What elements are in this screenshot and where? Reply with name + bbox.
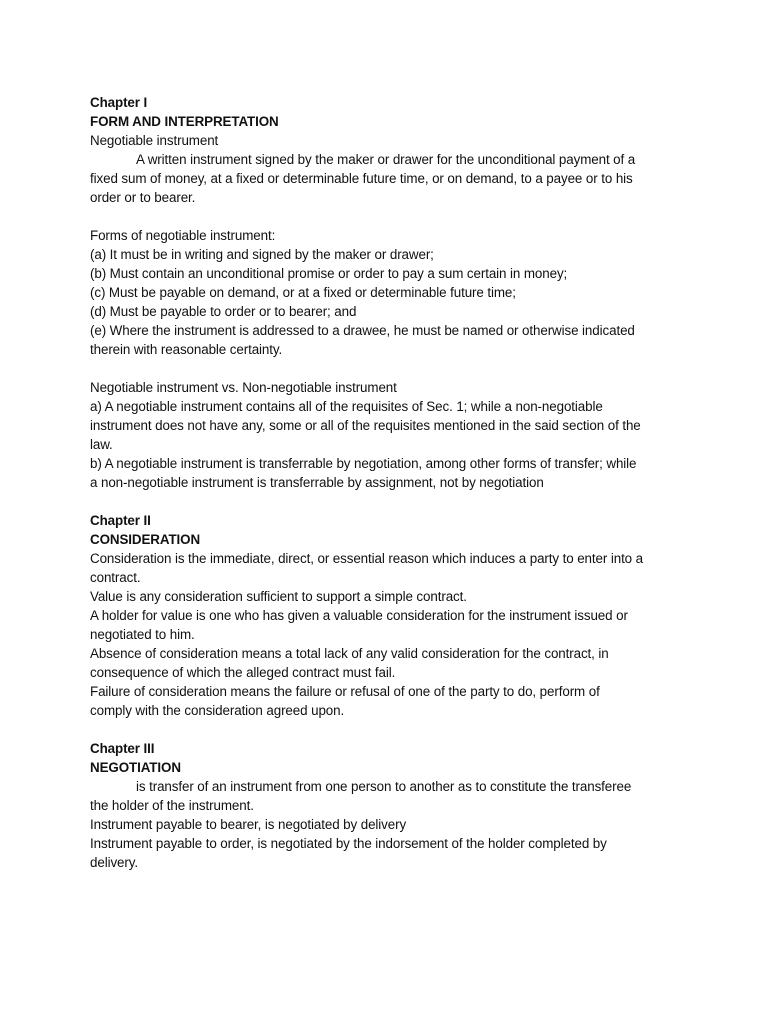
consideration-line: negotiated to him. (90, 627, 195, 642)
definition-line: order or to bearer. (90, 190, 196, 205)
negotiation-line: Instrument payable to bearer, is negotiated by delivery (90, 817, 407, 832)
forms-item: (e) Where the instrument is addressed to a drawee, he must be named or otherwise indicated (90, 323, 635, 338)
consideration-line: Failure of consideration means the failure or refusal of one of the party to do, perform of (90, 684, 600, 699)
forms-item: (c) Must be payable on demand, or at a fixed or determinable future time; (90, 285, 516, 300)
forms-item: (b) Must contain an unconditional promise or order to pay a sum certain in money; (90, 266, 568, 281)
negotiation-definition: is transfer of an instrument from one person to another as to constitute the transferee (136, 779, 632, 794)
consideration-line: consequence of which the alleged contract must fail. (90, 665, 396, 680)
forms-item: (a) It must be in writing and signed by the maker or drawer; (90, 247, 434, 262)
comparison-heading: Negotiable instrument vs. Non-negotiable instrument (90, 380, 397, 395)
comparison-line: a non-negotiable instrument is transferrable by assignment, not by negotiation (90, 475, 544, 490)
chapter3-title: NEGOTIATION (90, 760, 181, 775)
chapter3-heading: Chapter III (90, 741, 155, 756)
blank-line (90, 492, 682, 511)
consideration-line: contract. (90, 570, 141, 585)
forms-heading: Forms of negotiable instrument: (90, 228, 276, 243)
consideration-line: Absence of consideration means a total lack of any valid consideration for the contract, in (90, 646, 609, 661)
blank-line (90, 207, 682, 226)
negotiation-line: the holder of the instrument. (90, 798, 254, 813)
blank-line (90, 359, 682, 378)
negotiation-line: Instrument payable to order, is negotiated by the indorsement of the holder completed by (90, 836, 607, 851)
comparison-line: instrument does not have any, some or all of the requisites mentioned in the said section of the (90, 418, 641, 433)
chapter1-heading: Chapter I (90, 95, 148, 110)
negotiation-line: delivery. (90, 855, 138, 870)
chapter1-title: FORM AND INTERPRETATION (90, 114, 279, 129)
definition-line: fixed sum of money, at a fixed or determinable future time, or on demand, to a payee or to his (90, 171, 633, 186)
blank-line (90, 720, 682, 739)
consideration-line: comply with the consideration agreed upon. (90, 703, 345, 718)
forms-item: therein with reasonable certainty. (90, 342, 283, 357)
consideration-line: Consideration is the immediate, direct, or essential reason which induces a party to enter into a (90, 551, 644, 566)
chapter2-title: CONSIDERATION (90, 532, 201, 547)
comparison-line: b) A negotiable instrument is transferrable by negotiation, among other forms of transfer; while (90, 456, 637, 471)
document-page (90, 93, 682, 872)
consideration-line: Value is any consideration sufficient to support a simple contract. (90, 589, 467, 604)
comparison-line: a) A negotiable instrument contains all of the requisites of Sec. 1; while a non-negotiable (90, 399, 603, 414)
chapter2-heading: Chapter II (90, 513, 151, 528)
chapter1-subheading: Negotiable instrument (90, 133, 219, 148)
forms-item: (d) Must be payable to order or to bearer; and (90, 304, 357, 319)
consideration-line: A holder for value is one who has given a valuable consideration for the instrument issued or (90, 608, 628, 623)
comparison-line: law. (90, 437, 113, 452)
definition-line: A written instrument signed by the maker or drawer for the unconditional payment of a (136, 152, 636, 167)
